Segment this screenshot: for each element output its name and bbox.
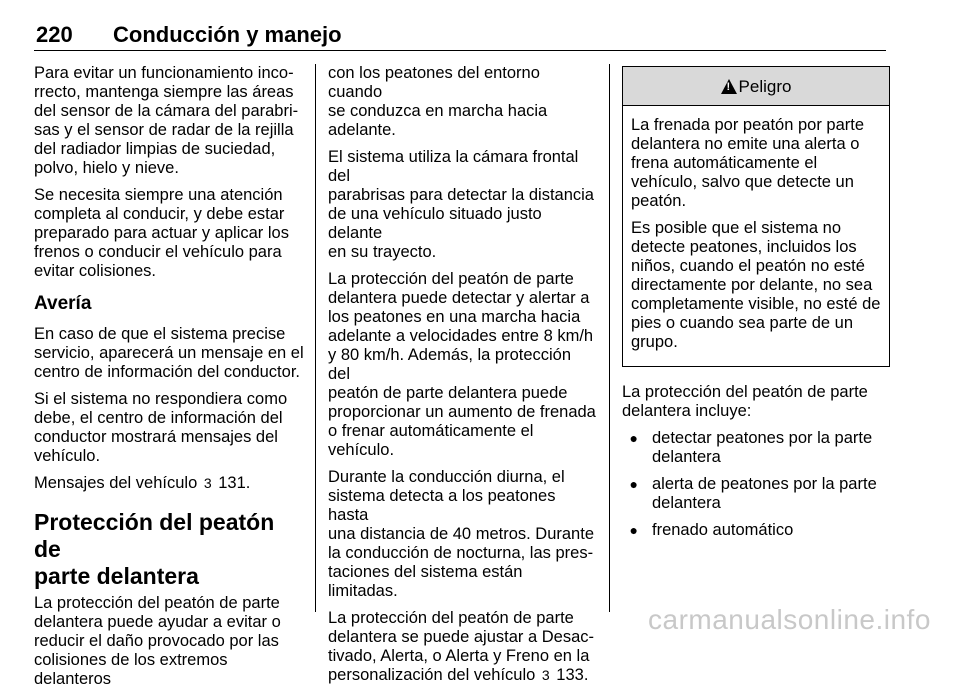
section-intro-paragraph: La protección del peatón de parte delantera puede ayudar a evitar o reducir el daño provocado por las colisiones de los extremos delanteros bbox=[34, 594, 281, 688]
watermark: carmanualsonline.info bbox=[648, 604, 931, 635]
personalization-text: La protección del peatón de parte delantera se puede ajustar a Desac- tivado, Alerta, o Alerta y Freno en la personalización del vehículo bbox=[328, 609, 594, 684]
reference-text: Mensajes del vehículo bbox=[34, 474, 198, 492]
warning-triangle-icon bbox=[721, 79, 737, 94]
warning-body bbox=[623, 106, 889, 366]
features-list bbox=[622, 429, 890, 540]
header-rule bbox=[34, 50, 886, 51]
warning-paragraph: La frenada por peatón por parte delantera no emite una alerta o frena automáticamente el vehículo, salvo que detecte un peatón. bbox=[631, 116, 865, 210]
attention-paragraph: Se necesita siempre una atención completa al conducir, y debe estar preparado para actuar y aplicar los frenos o conducir el vehículo para evitar colisiones. bbox=[34, 186, 289, 280]
warning-title: Peligro bbox=[738, 76, 792, 96]
running-title: Conducción y manejo bbox=[113, 22, 342, 47]
warning-paragraph: Es posible que el sistema no detecte peatones, incluidos los niños, cuando el peatón no esté directamente por delante, no sea completamente visible, no esté de pies o cuando sea parte de un grupo. bbox=[631, 219, 881, 351]
continuation-paragraph: con los peatones del entorno cuando se conduzca en marcha hacia adelante. bbox=[328, 64, 548, 139]
features-intro: La protección del peatón de parte delantera incluye: bbox=[622, 383, 868, 420]
section-title: Protección del peatón de parte delantera bbox=[34, 509, 275, 589]
column-3 bbox=[622, 64, 890, 548]
page-number: 220 bbox=[36, 22, 73, 47]
reference-arrow-icon: 3 bbox=[203, 475, 212, 491]
column-2 bbox=[328, 64, 596, 693]
warning-box bbox=[622, 66, 890, 367]
list-item-text: alerta de peatones por la parte delantera bbox=[652, 475, 877, 512]
list-item-text: detectar peatones por la parte delantera bbox=[652, 429, 873, 466]
column-divider-1 bbox=[315, 64, 316, 612]
column-1 bbox=[34, 64, 304, 697]
reference-page: 133. bbox=[556, 666, 589, 684]
warning-header bbox=[623, 67, 889, 106]
day-night-paragraph: Durante la conducción diurna, el sistema detecta a los peatones hasta una distancia de 40 metros. Durante la conducción de nocturna, las pres- taciones del sistema están limitadas. bbox=[328, 468, 594, 600]
reference-arrow-icon: 3 bbox=[541, 667, 550, 683]
speed-range-paragraph: La protección del peatón de parte delantera puede detectar y alertar a los peatones en una marcha hacia adelante a velocidades entre 8 km/h y 80 km/h. Además, la protección del peatón de parte delantera puede proporcionar un aumento de frenada o frenar automáticamente el vehículo. bbox=[328, 270, 596, 459]
column-divider-2 bbox=[609, 64, 610, 612]
list-item bbox=[622, 475, 890, 513]
bullet-icon: ● bbox=[629, 476, 638, 492]
no-response-paragraph: Si el sistema no respondiera como debe, el centro de información del conductor mostrará mensajes del vehículo. bbox=[34, 390, 288, 465]
reference-page: 131. bbox=[218, 474, 251, 492]
bullet-icon: ● bbox=[629, 430, 638, 446]
sensor-cleaning-paragraph: Para evitar un funcionamiento inco- rrecto, mantenga siempre las áreas del sensor de la cámara del parabri- sas y el sensor de radar de la rejilla del radiador limpias de suciedad, polvo, hielo y nieve. bbox=[34, 64, 299, 177]
bullet-icon: ● bbox=[629, 522, 638, 538]
camera-paragraph: El sistema utiliza la cámara frontal del parabrisas para detectar la distancia de una vehículo situado justo delante en su trayecto. bbox=[328, 148, 594, 261]
list-item bbox=[622, 521, 890, 540]
service-message-paragraph: En caso de que el sistema precise servicio, aparecerá un mensaje en el centro de información del conductor. bbox=[34, 325, 304, 381]
vehicle-messages-reference[interactable] bbox=[34, 474, 304, 493]
list-item bbox=[622, 429, 890, 467]
fault-heading: Avería bbox=[34, 293, 92, 314]
personalization-reference[interactable] bbox=[328, 609, 596, 685]
list-item-text: frenado automático bbox=[652, 521, 794, 539]
